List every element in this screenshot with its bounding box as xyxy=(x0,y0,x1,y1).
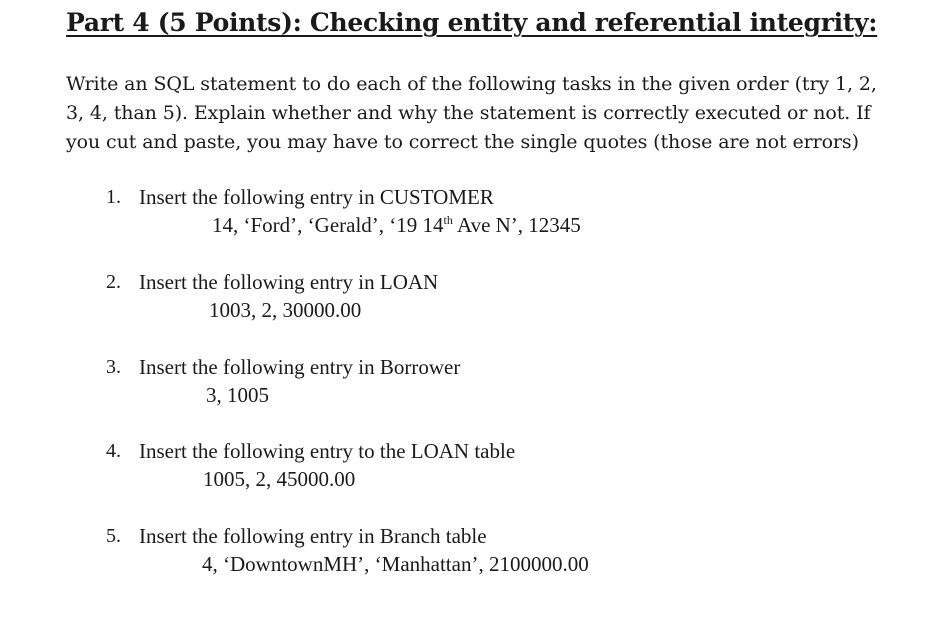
task-number: 2. xyxy=(106,271,121,293)
task-entry-values: 4, ‘DowntownMH’, ‘Manhattan’, 2100000.00 xyxy=(202,552,589,576)
task-instruction: Insert the following entry in Borrower xyxy=(139,355,461,379)
instructions-paragraph xyxy=(66,70,938,157)
task-number: 3. xyxy=(106,356,121,378)
task-entry-values: 3, 1005 xyxy=(206,383,269,407)
task-instruction: Insert the following entry in Branch table xyxy=(139,524,487,548)
ordinal-suffix: th xyxy=(443,213,453,227)
entry-text: 14, ‘Ford’, ‘Gerald’, ‘19 14 xyxy=(212,213,444,237)
task-instruction: Insert the following entry in LOAN xyxy=(139,270,439,294)
entry-text: Ave N’, 12345 xyxy=(452,213,581,237)
task-instruction: Insert the following entry to the LOAN table xyxy=(139,439,516,463)
section-heading: Part 4 (5 Points): Checking entity and referential integrity: xyxy=(66,8,878,37)
task-entry-values: 1005, 2, 45000.00 xyxy=(203,467,356,491)
task-entry-values xyxy=(212,213,581,237)
task-instruction: Insert the following entry in CUSTOMER xyxy=(139,185,494,209)
instructions-line: 3, 4, than 5). Explain whether and why the statement is correctly executed or not. If xyxy=(66,102,871,124)
task-number: 5. xyxy=(106,525,121,547)
instructions-line: you cut and paste, you may have to correct the single quotes (those are not errors) xyxy=(66,131,859,153)
instructions-line: Write an SQL statement to do each of the following tasks in the given order (try 1, 2, xyxy=(66,73,877,95)
task-number: 1. xyxy=(106,186,121,208)
task-entry-values: 1003, 2, 30000.00 xyxy=(209,298,362,322)
task-number: 4. xyxy=(106,440,121,462)
